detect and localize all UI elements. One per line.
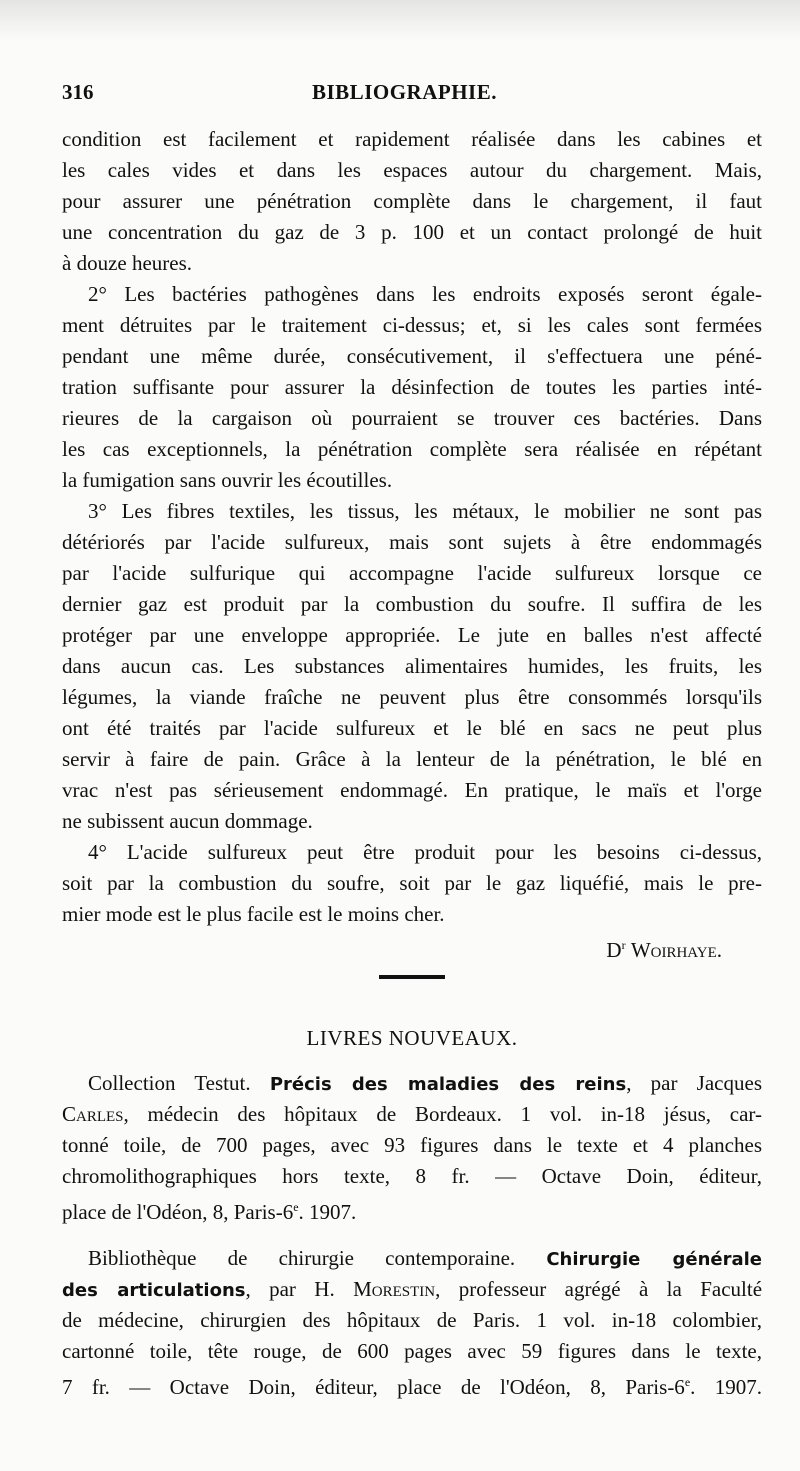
book2-author: Morestin — [353, 1277, 436, 1301]
article-line: détériorés par l'acide sulfureux, mais sont sujets à être endommagés — [62, 530, 762, 554]
article-line: la fumigation sans ouvrir les écoutilles. — [62, 468, 393, 492]
book-entry-2 — [62, 1243, 762, 1398]
article-line: pendant une même durée, consécutivement, il s'effectuera une péné- — [62, 344, 762, 368]
book1-line-3: tonné toile, de 700 pages, avec 93 figures dans le texte et 4 planches — [62, 1133, 762, 1157]
running-head: BIBLIOGRAPHIE. — [312, 80, 497, 104]
book-entry-1 — [62, 1068, 762, 1223]
article-line: tration suffisante pour assurer la désinfection de toutes les parties inté- — [62, 375, 762, 399]
page-number: 316 — [62, 80, 94, 104]
article-line: condition est facilement et rapidement réalisée dans les cabines et — [62, 127, 762, 151]
book2-line-4: cartonné toile, tête rouge, de 600 pages avec 59 figures dans le texte, — [62, 1339, 762, 1363]
article-line: vrac n'est pas sérieusement endommagé. En pratique, le maïs et l'orge — [62, 778, 762, 802]
article-line: par l'acide sulfurique qui accompagne l'acide sulfureux lorsque ce — [62, 561, 762, 585]
article-line: les cas exceptionnels, la pénétration complète sera réalisée en répétant — [62, 437, 762, 461]
article-line: une concentration du gaz de 3 p. 100 et un contact prolongé de huit — [62, 220, 762, 244]
book2-line-2: des articulations, par H. Morestin, professeur agrégé à la Faculté — [62, 1277, 763, 1301]
book2-line-1: Bibliothèque de chirurgie contemporaine. Chirurgie générale — [88, 1246, 763, 1270]
book1-author: Carles — [62, 1102, 124, 1126]
book2-title-part2: des articulations — [62, 1280, 246, 1301]
page-top-shadow — [0, 0, 800, 40]
article-line: 3° Les fibres textiles, les tissus, les métaux, le mobilier ne sont pas — [88, 499, 762, 523]
article-line: ment détruites par le traitement ci-dessus; et, si les cales sont fermées — [62, 313, 762, 337]
book2-line-3: de médecine, chirurgien des hôpitaux de Paris. 1 vol. in-18 colombier, — [62, 1308, 762, 1332]
section-divider — [379, 975, 445, 979]
book2-line-5: 7 fr. — Octave Doin, éditeur, place de l'Odéon, 8, Paris-6e. 1907. — [62, 1375, 762, 1399]
book1-line-4: chromolithographiques hors texte, 8 fr. — Octave Doin, éditeur, — [62, 1164, 762, 1188]
book1-line-1: Collection Testut. Précis des maladies des reins, par Jacques — [88, 1071, 762, 1095]
article-line: à douze heures. — [62, 251, 193, 275]
article-line: 4° L'acide sulfureux peut être produit pour les besoins ci-dessus, — [88, 840, 762, 864]
article-line: soit par la combustion du soufre, soit par le gaz liquéfié, mais le pre- — [62, 871, 762, 895]
article-line: dans aucun cas. Les substances alimentaires humides, les fruits, les — [62, 654, 762, 678]
book2-title-part1: Chirurgie générale — [546, 1249, 763, 1270]
article-line: mier mode est le plus facile est le moins cher. — [62, 902, 445, 926]
book1-line-5: place de l'Odéon, 8, Paris-6e. 1907. — [62, 1200, 357, 1224]
article-line: pour assurer une pénétration complète dans le chargement, il faut — [62, 189, 762, 213]
article-line: 2° Les bactéries pathogènes dans les endroits exposés seront égale- — [88, 282, 762, 306]
article-line: les cales vides et dans les espaces autour du chargement. Mais, — [62, 158, 762, 182]
page-header — [62, 80, 762, 110]
article-line: dernier gaz est produit par la combustion du soufre. Il suffira de les — [62, 592, 762, 616]
article-line: servir à faire de pain. Grâce à la lenteur de la pénétration, le blé en — [62, 747, 762, 771]
article-line: légumes, la viande fraîche ne peuvent plus être consommés lorsqu'ils — [62, 685, 762, 709]
article-text — [62, 124, 762, 930]
article-line: rieures de la cargaison où pourraient se trouver ces bactéries. Dans — [62, 406, 762, 430]
page-body — [62, 124, 762, 1398]
book1-line-2: Carles, médecin des hôpitaux de Bordeaux. 1 vol. in-18 jésus, car- — [62, 1102, 762, 1126]
signature: $D^r$ Woirhaye. — [606, 938, 722, 962]
article-line: ont été traités par l'acide sulfureux et le blé en sacs ne peut plus — [62, 716, 762, 740]
book1-title: Précis des maladies des reins — [269, 1074, 627, 1095]
section-title: LIVRES NOUVEAUX. — [306, 1026, 518, 1050]
article-line: ne subissent aucun dommage. — [62, 809, 313, 833]
article-line: protéger par une enveloppe appropriée. Le jute en balles n'est affecté — [62, 623, 762, 647]
